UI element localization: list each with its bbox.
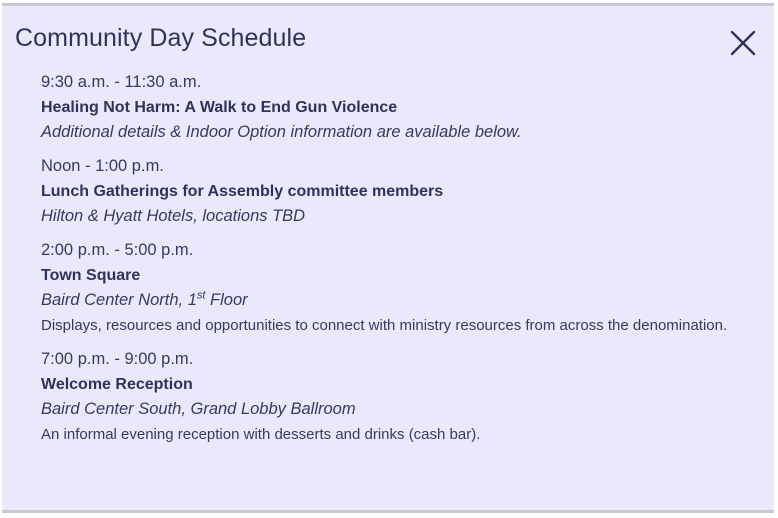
event-location: Additional details & Indoor Option information are available below. xyxy=(41,123,522,141)
event-title: Town Square xyxy=(41,267,141,284)
close-icon xyxy=(726,26,760,60)
schedule-event-reception xyxy=(41,347,734,447)
schedule-dialog xyxy=(2,3,774,513)
event-location-main: Baird Center North, 1 xyxy=(41,291,197,309)
close-button[interactable] xyxy=(726,26,760,60)
event-title: Lunch Gatherings for Assembly committee members xyxy=(41,183,444,200)
schedule-event-town-square xyxy=(41,238,734,338)
event-time: 9:30 a.m. - 11:30 a.m. xyxy=(41,73,202,91)
event-time: 7:00 p.m. - 9:00 p.m. xyxy=(41,350,194,368)
event-title: Healing Not Harm: A Walk to End Gun Violence xyxy=(41,99,398,116)
event-time: 2:00 p.m. - 5:00 p.m. xyxy=(41,241,194,259)
schedule-event-lunch xyxy=(41,154,734,229)
event-time: Noon - 1:00 p.m. xyxy=(41,157,164,175)
dialog-title: Community Day Schedule xyxy=(15,24,307,52)
schedule-list xyxy=(41,70,734,456)
event-description: An informal evening reception with desserts and drinks (cash bar). xyxy=(41,426,481,443)
event-location: Hilton & Hyatt Hotels, locations TBD xyxy=(41,207,306,225)
schedule-event-walk xyxy=(41,70,734,145)
event-location xyxy=(41,288,734,313)
event-location-suffix: Floor xyxy=(205,291,248,309)
ordinal-suffix: st xyxy=(196,289,206,302)
event-location: Baird Center South, Grand Lobby Ballroom xyxy=(41,400,356,418)
event-description: Displays, resources and opportunities to connect with ministry resources from across the denomination. xyxy=(41,317,728,334)
event-title: Welcome Reception xyxy=(41,376,193,393)
